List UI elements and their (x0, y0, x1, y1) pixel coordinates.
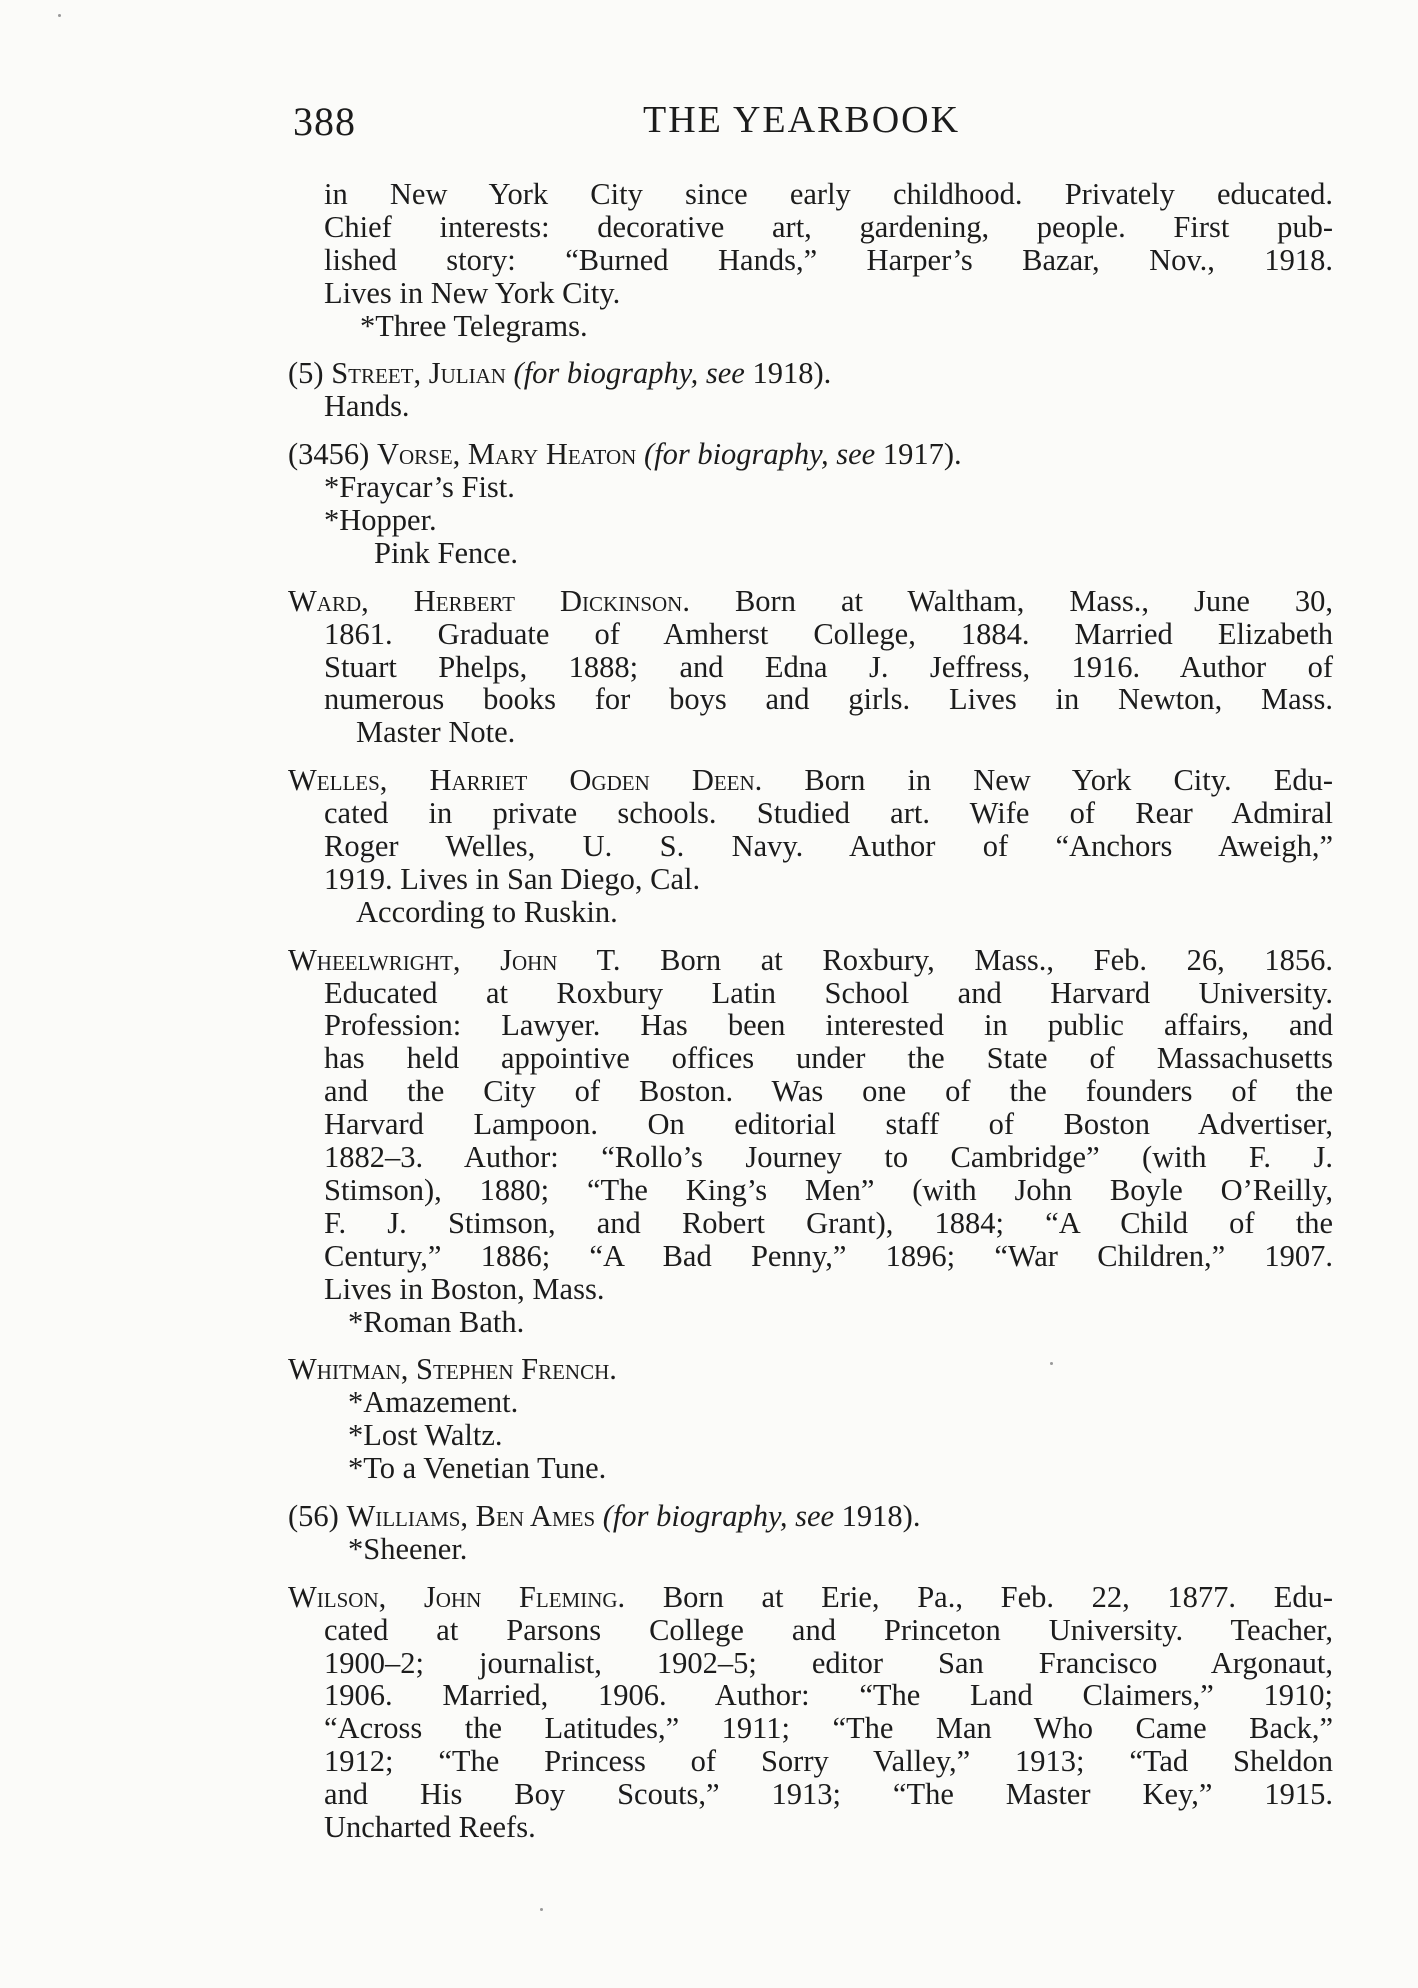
entry-prefix: (5) (288, 356, 332, 391)
entry-heading (288, 438, 1333, 471)
entry-line: 1900–2; journalist, 1902–5; editor San Francisco Argonaut, (324, 1645, 1333, 1680)
entry-note: (for biography, see (602, 1498, 842, 1533)
speck (1050, 1362, 1053, 1365)
entry-wilson (288, 1581, 1333, 1844)
story-title: *Three Telegrams. (360, 308, 588, 343)
page-header (293, 98, 983, 148)
entry-line: in New York City since early childhood. Privately educated. (324, 177, 1333, 211)
author-name: Williams, Ben Ames (346, 1498, 596, 1533)
entry-line: Educated at Roxbury Latin School and Harvard University. (324, 975, 1333, 1010)
entry-line: and the City of Boston. Was one of the founders of the (324, 1074, 1333, 1109)
page-number: 388 (293, 99, 356, 144)
entry-vorse (288, 438, 1333, 570)
entry-heading: Ward, Herbert Dickinson. Born at Waltham, Mass., June 30, (288, 583, 1333, 618)
entry-heading (288, 1500, 1333, 1533)
entry-line: 1906. Married, 1906. Author: “The Land Claimers,” 1910; (324, 1678, 1333, 1713)
story-title: Hands. (324, 389, 410, 424)
entry-line: Roger Welles, U. S. Navy. Author of “Anchors Aweigh,” (324, 829, 1333, 864)
entry-line: numerous books for boys and girls. Lives in Newton, Mass. (324, 682, 1333, 717)
entry-line: 1882–3. Author: “Rollo’s Journey to Cambridge” (with F. J. (324, 1140, 1333, 1175)
story-title: Master Note. (356, 715, 516, 750)
speck (540, 1908, 543, 1911)
story-title: According to Ruskin. (356, 894, 618, 929)
story-title: *Fraycar’s Fist. (324, 470, 515, 505)
entry-note: (for biography, see (513, 356, 753, 391)
author-name: Whitman, Stephen French. (288, 1352, 617, 1387)
entry-line: 1912; “The Princess of Sorry Valley,” 1913; “Tad Sheldon (324, 1744, 1333, 1779)
entry-line: has held appointive offices under the State of Massachusetts (324, 1041, 1333, 1076)
story-title: *Hopper. (324, 503, 437, 538)
entry-ward (288, 585, 1333, 749)
entry-line: Lives in Boston, Mass. (324, 1271, 605, 1306)
entry-continuation (288, 178, 1333, 342)
entry-note: (for biography, see (643, 437, 883, 472)
entry-whitman (288, 1353, 1333, 1485)
entry-street (288, 357, 1333, 423)
entry-note-year: 1917). (882, 437, 962, 472)
author-name: Ward, Herbert Dickinson. (288, 583, 690, 618)
entry-line: 1919. Lives in San Diego, Cal. (324, 861, 701, 896)
entry-line: cated at Parsons College and Princeton University. Teacher, (324, 1612, 1333, 1647)
entry-heading: Wheelwright, John T. Born at Roxbury, Mass., Feb. 26, 1856. (288, 942, 1333, 977)
entry-williams (288, 1500, 1333, 1566)
story-title: Uncharted Reefs. (324, 1809, 536, 1844)
speck (58, 14, 61, 17)
entry-heading: Welles, Harriet Ogden Deen. Born in New York City. Edu- (288, 763, 1334, 798)
entry-line: cated in private schools. Studied art. Wife of Rear Admiral (324, 796, 1333, 831)
entry-line: Stimson), 1880; “The King’s Men” (with John Boyle O’Reilly, (324, 1172, 1333, 1207)
entry-heading (288, 357, 1333, 390)
story-title: *Sheener. (348, 1531, 468, 1566)
entry-line: lished story: “Burned Hands,” Harper’s Bazar, Nov., 1918. (324, 242, 1333, 277)
entry-line: Harvard Lampoon. On editorial staff of Boston Advertiser, (324, 1107, 1333, 1142)
author-name: Welles, Harriet Ogden Deen. (288, 763, 763, 798)
entry-heading: Wilson, John Fleming. Born at Erie, Pa., Feb. 22, 1877. Edu- (288, 1579, 1333, 1614)
author-name: Wheelwright, John T. (288, 942, 621, 977)
entry-prefix: (3456) (288, 437, 377, 472)
entry-line: Chief interests: decorative art, gardening, people. First pub- (324, 209, 1333, 244)
author-name: Wilson, John Fleming. (288, 1579, 626, 1614)
story-title: *To a Venetian Tune. (348, 1451, 607, 1486)
running-title: THE YEARBOOK (643, 99, 961, 141)
story-title: Pink Fence. (374, 535, 519, 570)
story-title: *Roman Bath. (348, 1304, 525, 1339)
entry-line: and His Boy Scouts,” 1913; “The Master Key,” 1915. (324, 1777, 1333, 1812)
entries-column (288, 178, 1333, 1859)
entry-line: Stuart Phelps, 1888; and Edna J. Jeffress, 1916. Author of (324, 649, 1333, 684)
entry-heading (288, 1353, 1333, 1386)
author-name: Street, Julian (331, 356, 506, 391)
entry-note-year: 1918). (752, 356, 832, 391)
entry-prefix: (56) (288, 1498, 347, 1533)
entry-line: Century,” 1886; “A Bad Penny,” 1896; “War Children,” 1907. (324, 1238, 1333, 1273)
author-name: Vorse, Mary Heaton (376, 437, 637, 472)
entry-line: Lives in New York City. (324, 275, 621, 310)
entry-wheelwright (288, 944, 1333, 1339)
entry-line: “Across the Latitudes,” 1911; “The Man Who Came Back,” (324, 1711, 1333, 1746)
entry-line: 1861. Graduate of Amherst College, 1884. Married Elizabeth (324, 616, 1333, 651)
story-title: *Amazement. (348, 1385, 519, 1420)
entry-note-year: 1918). (841, 1498, 921, 1533)
entry-line: F. J. Stimson, and Robert Grant), 1884; “A Child of the (324, 1205, 1333, 1240)
story-title: *Lost Waltz. (348, 1418, 503, 1453)
entry-welles (288, 764, 1333, 928)
entry-line: Profession: Lawyer. Has been interested in public affairs, and (324, 1008, 1333, 1043)
